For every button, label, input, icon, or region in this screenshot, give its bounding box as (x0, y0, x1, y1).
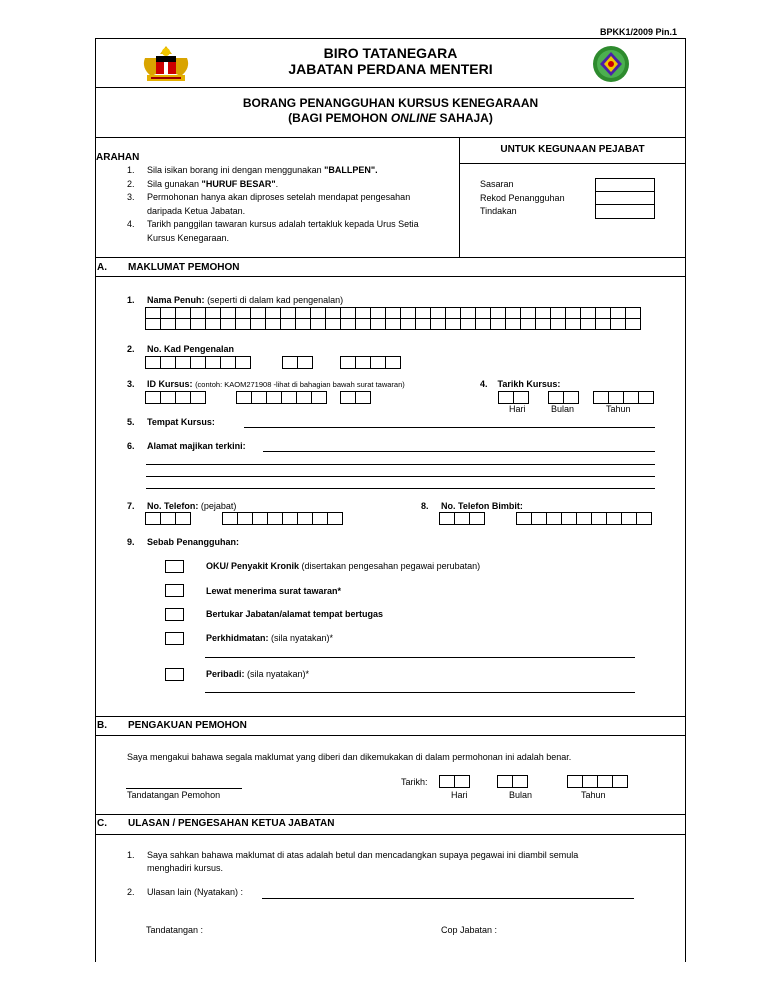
other-remarks-line[interactable] (262, 898, 634, 899)
declaration-date-day-label: Hari (451, 790, 468, 800)
course-place-line[interactable] (244, 427, 655, 428)
q9-label: 9. Sebab Penangguhan: (127, 537, 240, 547)
org-department: JABATAN PERDANA MENTERI (288, 61, 493, 77)
office-use-boxes[interactable] (595, 178, 655, 219)
ic-group-3[interactable] (341, 356, 401, 369)
office-use-labels: Sasaran Rekod Penangguhan Tindakan (480, 179, 565, 216)
office-phone-number[interactable] (223, 512, 343, 525)
instructions-list: 1. Sila isikan borang ini dengan menggunakan "BALLPEN". 2. Sila gunakan "HURUF BESAR". 3. Permohonan hanya akan diproses setelah mendapat pengesahan daripada Ketua Jabatan. 4. Tarikh panggilan tawaran kursus adalah tertakluk kepada Urus Setia Kursus Kenegaraan. (127, 165, 419, 243)
q7-label: 7. No. Telefon: (pejabat) (127, 501, 237, 511)
q4-label: 4. Tarikh Kursus: (480, 379, 561, 389)
declaration-date-month-label: Bulan (509, 790, 533, 800)
applicant-signature-line[interactable] (126, 788, 242, 789)
reason-checkbox-oku[interactable] (165, 560, 184, 573)
date-label-day: Hari (509, 404, 526, 414)
declaration-text: Saya mengakui bahawa segala maklumat yang diberi dan dikemukakan di dalam permohonan ini adalah benar. (127, 752, 572, 762)
reason-checkbox-late-letter[interactable] (165, 584, 184, 597)
reason-personal-label: Peribadi: (sila nyatakan)* (206, 669, 310, 679)
reason-transfer-label: Bertukar Jabatan/alamat tempat bertugas (206, 609, 384, 619)
name-row-2[interactable] (146, 318, 641, 330)
department-stamp-label: Cop Jabatan : (441, 925, 498, 935)
q1-label: 1. Nama Penuh: (seperti di dalam kad pengenalan) (127, 295, 344, 305)
reason-oku-label: OKU/ Penyakit Kronik (disertakan pengesahan pegawai perubatan) (206, 561, 481, 571)
reason-service-line[interactable] (205, 657, 635, 658)
instruction-item: 1. Sila isikan borang ini dengan menggunakan "BALLPEN". (127, 165, 378, 175)
q3-label: 3. ID Kursus: (contoh: KAOM271908 -lihat di bahagian bawah surat tawaran) (127, 379, 405, 389)
declaration-date-month[interactable] (498, 775, 528, 788)
reason-late-letter-label: Lewat menerima surat tawaran* (206, 586, 342, 596)
declaration-date-year-label: Tahun (581, 790, 606, 800)
instruction-item: 3. Permohonan hanya akan diproses setelah mendapat pengesahan (127, 192, 411, 202)
reason-personal-line[interactable] (205, 692, 635, 693)
declaration-date-day[interactable] (440, 775, 470, 788)
course-date-month[interactable] (549, 391, 579, 404)
reason-service-label: Perkhidmatan: (sila nyatakan)* (206, 633, 334, 643)
form-title: BORANG PENANGGUHAN KURSUS KENEGARAAN (242, 96, 539, 110)
course-date-year[interactable] (594, 391, 654, 404)
address-line-2[interactable] (146, 464, 655, 465)
instructions-heading: ARAHAN (96, 152, 140, 163)
section-b-letter: B. (97, 720, 107, 731)
address-line-4[interactable] (146, 488, 655, 489)
course-id-group-1[interactable] (146, 391, 206, 404)
declaration-date-label: Tarikh: (401, 777, 428, 787)
ic-group-1[interactable] (146, 356, 251, 369)
declaration-date-year[interactable] (568, 775, 628, 788)
instruction-item: 4. Tarikh panggilan tawaran kursus adalah tertakluk kepada Urus Setia (127, 219, 419, 229)
org-name: BIRO TATANEGARA (323, 45, 458, 61)
reason-checkbox-personal[interactable] (165, 668, 184, 681)
section-c-title: ULASAN / PENGESAHAN KETUA JABATAN (128, 818, 335, 829)
date-label-month: Bulan (551, 404, 575, 414)
q2-label: 2. No. Kad Pengenalan (127, 344, 235, 354)
address-line-3[interactable] (146, 476, 655, 477)
form-subtitle: (BAGI PEMOHON ONLINE SAHAJA) (288, 111, 493, 125)
instruction-item: 2. Sila gunakan "HURUF BESAR". (127, 178, 279, 189)
date-label-year: Tahun (606, 404, 631, 414)
office-phone-prefix[interactable] (146, 512, 191, 525)
ic-group-2[interactable] (283, 356, 313, 369)
reason-checkbox-service[interactable] (165, 632, 184, 645)
section-a-title: MAKLUMAT PEMOHON (128, 262, 240, 273)
q8-label: 8. No. Telefon Bimbit: (421, 501, 523, 511)
head-signature-label: Tandatangan : (146, 925, 204, 935)
form-code: BPKK1/2009 Pin.1 (600, 27, 678, 37)
section-a-letter: A. (97, 262, 107, 273)
section-c-letter: C. (97, 818, 107, 829)
mobile-phone-number[interactable] (517, 512, 652, 525)
head-confirmation-text: 1. Saya sahkan bahawa maklumat di atas adalah betul dan mencadangkan supaya pegawai ini diambil semula menghadiri kursus. (127, 850, 579, 873)
other-remarks-label: 2. Ulasan lain (Nyatakan) : (127, 887, 244, 897)
address-line-1[interactable] (263, 451, 655, 452)
course-date-day[interactable] (499, 391, 529, 404)
q5-label: 5. Tempat Kursus: (127, 417, 215, 427)
applicant-signature-label: Tandatangan Pemohon (127, 790, 221, 800)
office-use-title: UNTUK KEGUNAAN PEJABAT (500, 144, 645, 155)
q6-label: 6. Alamat majikan terkini: (127, 441, 246, 451)
reason-checkbox-transfer[interactable] (165, 608, 184, 621)
course-id-group-3[interactable] (341, 391, 371, 404)
mobile-phone-prefix[interactable] (440, 512, 485, 525)
section-b-title: PENGAKUAN PEMOHON (128, 720, 247, 731)
course-id-group-2[interactable] (237, 391, 327, 404)
